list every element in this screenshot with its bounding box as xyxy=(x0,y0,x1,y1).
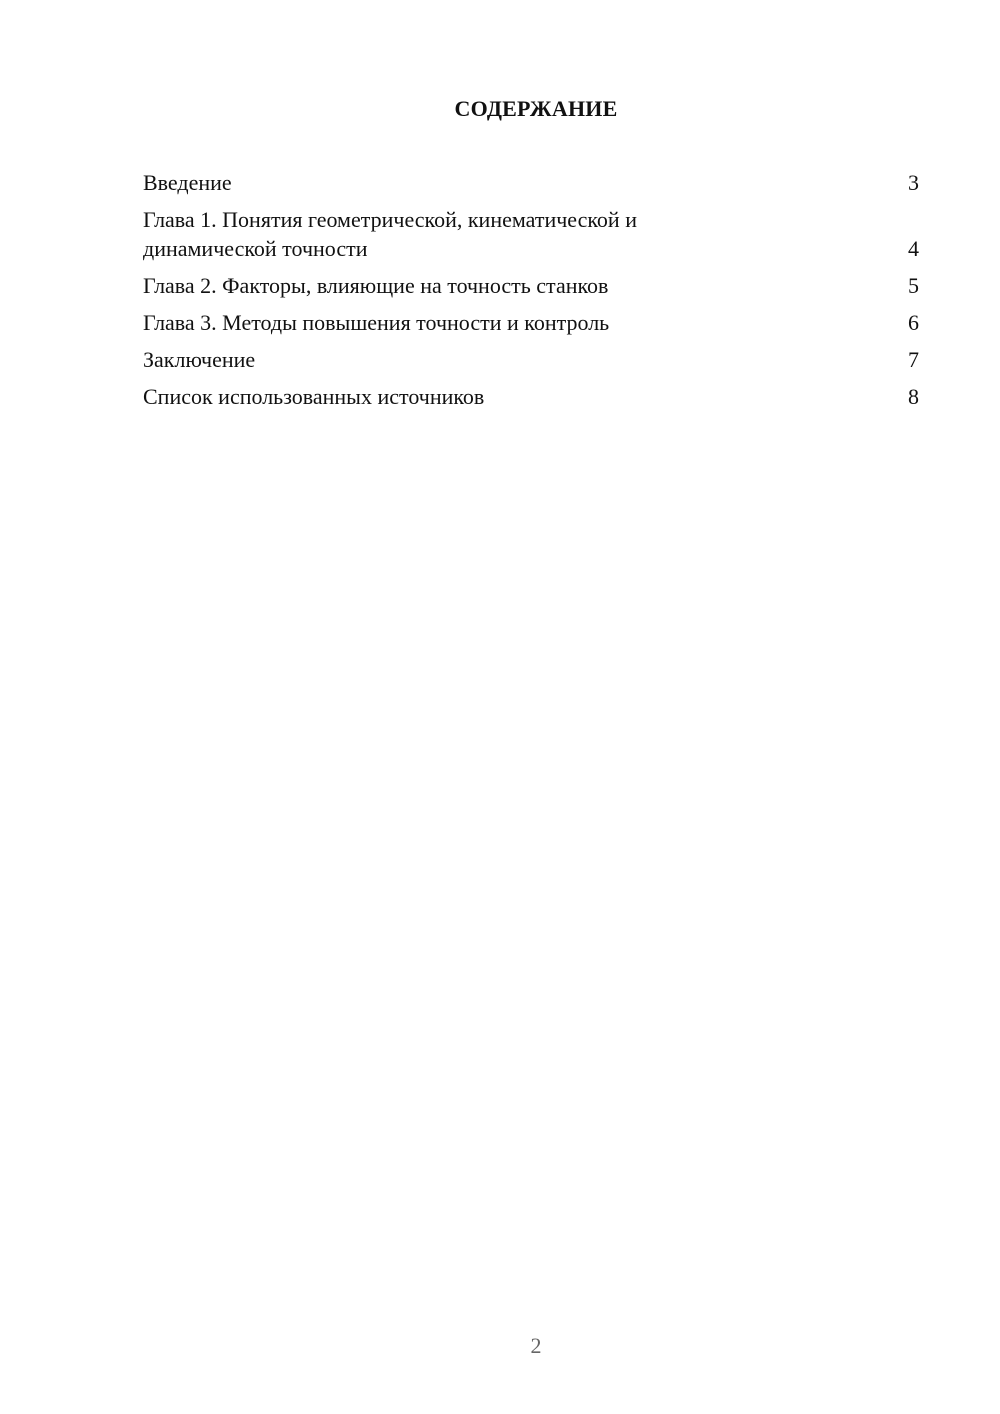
toc-item-label: Глава 2. Факторы, влияющие на точность станков xyxy=(143,273,609,298)
toc-item-page: 4 xyxy=(908,236,919,261)
toc-item-chapter-3 xyxy=(143,308,919,337)
toc-item-page: 6 xyxy=(908,310,919,335)
table-of-contents xyxy=(143,168,919,419)
toc-item-introduction xyxy=(143,168,919,197)
toc-item-label: Заключение xyxy=(143,347,256,372)
toc-item-page: 3 xyxy=(908,170,919,195)
toc-item-label: Введение xyxy=(143,170,232,195)
toc-item-chapter-1 xyxy=(143,205,919,263)
toc-item-page: 8 xyxy=(908,384,919,409)
toc-item-conclusion xyxy=(143,345,919,374)
toc-item-label: Список использованных источников xyxy=(143,384,485,409)
page-title: СОДЕРЖАНИЕ xyxy=(454,96,618,121)
toc-item-chapter-2 xyxy=(143,271,919,300)
toc-item-page: 5 xyxy=(908,273,919,298)
page-number: 2 xyxy=(530,1333,542,1358)
toc-item-page: 7 xyxy=(908,347,919,372)
toc-item-label: Глава 1. Понятия геометрической, кинематической и динамической точности xyxy=(143,207,637,261)
toc-item-references xyxy=(143,382,919,411)
toc-item-label: Глава 3. Методы повышения точности и контроль xyxy=(143,310,610,335)
